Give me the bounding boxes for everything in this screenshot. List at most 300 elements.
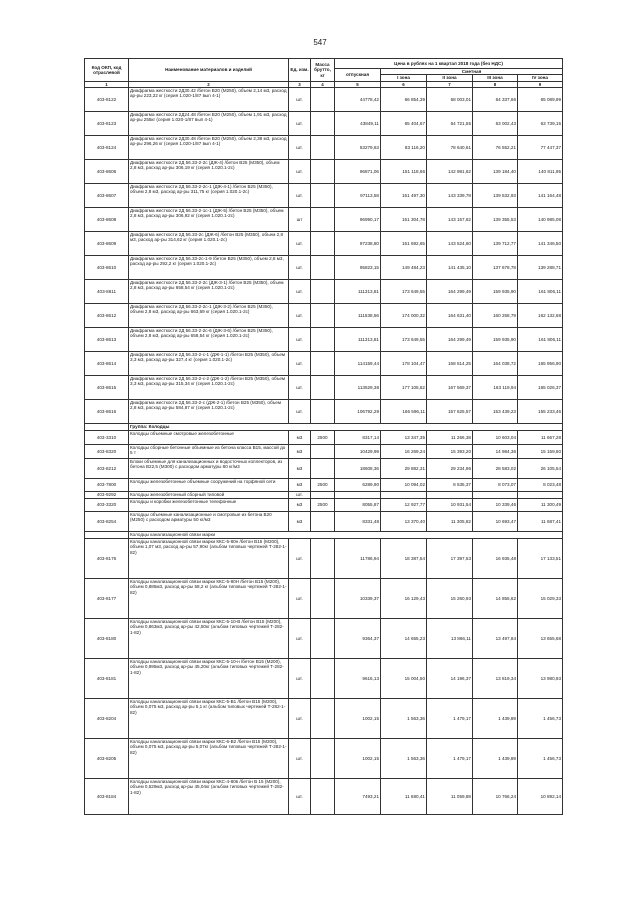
row-price-zone-2: 13 866,11 bbox=[427, 619, 473, 659]
row-name: Диафрагма жесткости 2Д 56.33-2с-1-9 /бетон В25 (М350), объем 2,8 м3, расход ар-ры 292,2 кг (серия 1.020.1-2с) bbox=[129, 256, 289, 280]
row-price-zone-2: 15 260,93 bbox=[427, 579, 473, 619]
table-row bbox=[85, 619, 563, 659]
row-price-otpusknaya: 9616,13 bbox=[335, 659, 381, 699]
row-price-zone-2 bbox=[427, 492, 473, 499]
row-code: 403-3310 bbox=[85, 431, 129, 445]
row-price-zone-1: 151 692,65 bbox=[381, 232, 427, 256]
row-name: Колодцы железобетонный сборный типовой bbox=[129, 492, 289, 499]
row-code: 403-8254 bbox=[85, 512, 129, 532]
row-price-zone-4: 15 029,33 bbox=[518, 579, 563, 619]
row-price-zone-3: 153 439,23 bbox=[473, 400, 518, 424]
row-unit: шт. bbox=[289, 400, 311, 424]
table-row bbox=[85, 136, 563, 160]
row-code: 403-3320 bbox=[85, 499, 129, 512]
row-mass bbox=[311, 492, 335, 499]
row-price-zone-2: 1 479,17 bbox=[427, 699, 473, 739]
row-price-otpusknaya: 43849,11 bbox=[335, 112, 381, 136]
row-price-zone-4: 141 346,50 bbox=[518, 232, 563, 256]
row-price-zone-3: 76 552,21 bbox=[473, 136, 518, 160]
row-price-otpusknaya: 106792,29 bbox=[335, 400, 381, 424]
table-row bbox=[85, 779, 563, 815]
row-unit: м3 bbox=[289, 459, 311, 479]
row-price-zone-4: 165 026,37 bbox=[518, 376, 563, 400]
row-name: Колодцы объемные канализационные и смотровые из бетона В20 (М250) с расходом арматуры 50 кг/м3 bbox=[129, 512, 289, 532]
row-price-zone-1: 149 484,23 bbox=[381, 256, 427, 280]
row-price-zone-2: 143 157,62 bbox=[427, 208, 473, 232]
row-code: 403-8184 bbox=[85, 779, 129, 815]
table-row bbox=[85, 659, 563, 699]
col-number-5: 5 bbox=[335, 81, 381, 87]
header-mass: Масса брутто, кг bbox=[311, 59, 335, 82]
table-row bbox=[85, 208, 563, 232]
row-price-zone-2: 157 625,57 bbox=[427, 400, 473, 424]
row-price-zone-2: 15 393,20 bbox=[427, 445, 473, 459]
row-price-zone-1: 166 596,11 bbox=[381, 400, 427, 424]
row-code: 403-8320 bbox=[85, 445, 129, 459]
row-name: Колодцы канализационной связи марки ККС-4-80в /бетон В 15 (М200), объем 0,529м3, расход ар-ры 45,04кг (альбом типовых чертежей Т-282-1-82) bbox=[129, 779, 289, 815]
row-name: Блоки объемные для канализационных и водосточных коллекторов, из бетона В22,5 (М300) с расходом арматуры 80 кг/м3 bbox=[129, 459, 289, 479]
row-mass bbox=[311, 136, 335, 160]
row-price-zone-3: 10 766,24 bbox=[473, 779, 518, 815]
table-row bbox=[85, 459, 563, 479]
row-price-otpusknaya: 97238,80 bbox=[335, 232, 381, 256]
row-price-zone-2: 11 305,82 bbox=[427, 512, 473, 532]
row-price-zone-2: 10 931,54 bbox=[427, 499, 473, 512]
table-row bbox=[85, 579, 563, 619]
row-code: 403-8610 bbox=[85, 256, 129, 280]
row-unit: шт. bbox=[289, 699, 311, 739]
row-price-zone-3: 64 337,66 bbox=[473, 88, 518, 112]
row-code: 403-8611 bbox=[85, 280, 129, 304]
row-price-otpusknaya: 18608,36 bbox=[335, 459, 381, 479]
row-price-zone-3: 159 935,90 bbox=[473, 280, 518, 304]
group-row bbox=[85, 424, 563, 431]
row-name: Диафрагма жесткости 2Д 56.33-2-2с-6 (ДЖ-3-6) /бетон В25 (М350), объем 2,8 м3, расход ар-ры 658,54 кг (серия 1.020.1-2с) bbox=[129, 328, 289, 352]
header-price-title: Цена в рублях на 1 квартал 2018 года (без НДС) bbox=[335, 59, 563, 69]
row-price-zone-4 bbox=[518, 492, 563, 499]
row-unit: шт. bbox=[289, 579, 311, 619]
row-code: 403-7800 bbox=[85, 479, 129, 492]
row-unit: м3 bbox=[289, 479, 311, 492]
row-mass bbox=[311, 376, 335, 400]
row-name: Диафрагма жесткости 2Д24.48 /бетон В20 (М250), объем 1,91 м3, расход ар-ры 255кг (серия 1.020-1/87 вып 4-1) bbox=[129, 112, 289, 136]
row-price-zone-4: 11 687,41 bbox=[518, 512, 563, 532]
row-unit: шт bbox=[289, 208, 311, 232]
header-zone-4: IV зона bbox=[518, 75, 563, 81]
row-price-zone-1: 151 304,78 bbox=[381, 208, 427, 232]
row-mass bbox=[311, 256, 335, 280]
row-price-zone-4: 10 892,14 bbox=[518, 779, 563, 815]
row-price-zone-3: 160 258,79 bbox=[473, 304, 518, 328]
row-price-zone-1: 83 116,20 bbox=[381, 136, 427, 160]
row-price-otpusknaya: 6289,90 bbox=[335, 479, 381, 492]
row-price-zone-3: 8 073,07 bbox=[473, 479, 518, 492]
row-name: Диафрагма жесткости 2Д30.42 /бетон В20 (М250), объем 2,14 м3, расход ар-ры 223,22 кг (серия 1.020-1/87 вып 4-1) bbox=[129, 88, 289, 112]
row-price-otpusknaya: 44778,42 bbox=[335, 88, 381, 112]
row-code: 403-8608 bbox=[85, 208, 129, 232]
row-price-zone-3: 139 532,93 bbox=[473, 184, 518, 208]
row-unit: шт. bbox=[289, 328, 311, 352]
row-unit: шт. bbox=[289, 136, 311, 160]
row-mass bbox=[311, 304, 335, 328]
row-unit: шт. bbox=[289, 280, 311, 304]
row-mass bbox=[311, 699, 335, 739]
row-unit: шт. bbox=[289, 376, 311, 400]
row-code: 403-8176 bbox=[85, 539, 129, 579]
row-unit: м3 bbox=[289, 512, 311, 532]
row-price-zone-2: 11 059,88 bbox=[427, 779, 473, 815]
row-name: Диафрагма жесткости 2Д 56.33-2-1с-1 (ДЖ-5) /бетон В25 (М350), объем 2,8 м3, расход ар-ры 306,92 кг (серия 1.020.1-2с) bbox=[129, 208, 289, 232]
row-name: Колодцы и коробки железобетонные телефонные bbox=[129, 499, 289, 512]
row-mass bbox=[311, 739, 335, 779]
row-code: 403-9292 bbox=[85, 492, 129, 499]
row-name: Колодцы объемные смотровые железобетонные bbox=[129, 431, 289, 445]
row-price-otpusknaya: 53279,63 bbox=[335, 136, 381, 160]
row-price-zone-2: 11 266,38 bbox=[427, 431, 473, 445]
header-zone-3: III зона bbox=[473, 75, 518, 81]
row-price-zone-1: 13 347,35 bbox=[381, 431, 427, 445]
row-price-zone-3: 139 712,77 bbox=[473, 232, 518, 256]
row-price-zone-3: 137 678,78 bbox=[473, 256, 518, 280]
row-price-zone-1: 29 882,31 bbox=[381, 459, 427, 479]
row-price-zone-3: 164 038,72 bbox=[473, 352, 518, 376]
col-number-9: 9 bbox=[518, 81, 563, 87]
row-name: Диафрагма жесткости 2Д30.48 /бетон В20 (М250), объем 2,38 м3, расход ар-ры 296,26 кг (серия 1.020-1/87 вып 4-1) bbox=[129, 136, 289, 160]
table-body bbox=[85, 88, 563, 815]
row-unit: шт. bbox=[289, 304, 311, 328]
row-price-zone-2: 68 003,01 bbox=[427, 88, 473, 112]
row-price-zone-2: 8 535,37 bbox=[427, 479, 473, 492]
row-price-otpusknaya: 97113,58 bbox=[335, 184, 381, 208]
row-mass: 2500 bbox=[311, 479, 335, 492]
row-price-zone-3: 1 439,89 bbox=[473, 739, 518, 779]
row-price-zone-1: 16 269,24 bbox=[381, 445, 427, 459]
row-name: Диафрагма жесткости 2Д 56.33-2с (ДЖ-6) /бетон В25 (М350), объем 2,8 м3, расход ар-ры 314,62 кг (серия 1.020.1-2с) bbox=[129, 232, 289, 256]
table-row bbox=[85, 479, 563, 492]
row-unit: м3 bbox=[289, 445, 311, 459]
row-price-zone-1: 10 094,02 bbox=[381, 479, 427, 492]
row-price-otpusknaya: 10429,99 bbox=[335, 445, 381, 459]
row-price-zone-4: 165 956,90 bbox=[518, 352, 563, 376]
row-name: Диафрагма жесткости 2Д 56.33-2-2с-1 (ДЖ-4-1) /бетон В25 (М350), объем 2,8 м3, расход ар-ры 311,75 кг (серия 1.020.1-2с) bbox=[129, 184, 289, 208]
row-price-zone-1: 18 387,54 bbox=[381, 539, 427, 579]
row-price-zone-3: 1 439,89 bbox=[473, 699, 518, 739]
table-row bbox=[85, 400, 563, 424]
row-price-zone-4: 161 806,11 bbox=[518, 328, 563, 352]
row-unit: шт. bbox=[289, 739, 311, 779]
row-price-zone-3: 16 935,48 bbox=[473, 539, 518, 579]
row-price-zone-3: 14 855,62 bbox=[473, 579, 518, 619]
row-name: Диафрагма жесткости 2Д 56.33-2-2с-1 (ДЖ-3-2) /бетон В25 (М350), объем 2,8 м3, расход ар-ры 663,69 кг (серия 1.020.1-2с) bbox=[129, 304, 289, 328]
row-name: Колодцы железобетонные объемные сооружений на торфяной сети bbox=[129, 479, 289, 492]
row-price-zone-4: 26 105,54 bbox=[518, 459, 563, 479]
row-price-zone-3: 13 497,84 bbox=[473, 619, 518, 659]
row-code: 403-8205 bbox=[85, 739, 129, 779]
row-name: Колодцы сборные бетонные объемные из бетона класса В15, массой до 5 т bbox=[129, 445, 289, 459]
row-mass bbox=[311, 512, 335, 532]
row-price-otpusknaya: 9364,37 bbox=[335, 619, 381, 659]
row-unit: м3 bbox=[289, 431, 311, 445]
col-number-3: 3 bbox=[289, 81, 311, 87]
header-zone-2: II зона bbox=[427, 75, 473, 81]
row-mass bbox=[311, 445, 335, 459]
row-price-zone-4: 162 132,68 bbox=[518, 304, 563, 328]
row-code: 403-8177 bbox=[85, 579, 129, 619]
group-title: Группа: Колодцы bbox=[129, 424, 563, 431]
row-price-zone-4: 13 980,93 bbox=[518, 659, 563, 699]
header-unit: Ед. изм. bbox=[289, 59, 311, 82]
table-row bbox=[85, 304, 563, 328]
row-price-zone-2: 78 640,61 bbox=[427, 136, 473, 160]
row-name: Колодцы канализационной связи марки ККС-5-80Н /бетон В15 (М200), объем 0,885м3, расход ар-ры 58,2 кг (альбом типовых чертежей Т-282-1-82) bbox=[129, 579, 289, 619]
row-price-zone-1: 151 118,66 bbox=[381, 160, 427, 184]
row-price-zone-4: 17 133,51 bbox=[518, 539, 563, 579]
row-price-zone-3: 159 935,90 bbox=[473, 328, 518, 352]
table-row bbox=[85, 280, 563, 304]
row-price-zone-3: 14 984,36 bbox=[473, 445, 518, 459]
table-row bbox=[85, 88, 563, 112]
row-price-zone-2: 142 981,62 bbox=[427, 160, 473, 184]
row-unit: шт. bbox=[289, 779, 311, 815]
row-price-zone-4: 141 164,48 bbox=[518, 184, 563, 208]
row-price-zone-2: 143 524,60 bbox=[427, 232, 473, 256]
row-price-zone-4: 161 806,11 bbox=[518, 280, 563, 304]
row-mass bbox=[311, 112, 335, 136]
row-name: Диафрагма жесткости 2Д 56.33-2-2с (ДЖ-3-1) /бетон В25 (М350), объем 2,8 м3, расход ар-ры 658,54 кг (серия 1.020.1-2с) bbox=[129, 280, 289, 304]
row-price-otpusknaya: 111313,81 bbox=[335, 280, 381, 304]
row-price-otpusknaya: 7493,21 bbox=[335, 779, 381, 815]
row-name: Колодцы канализационной связи марки ККС-5-10-В /бетон В15 (М200), объем 0,863м3, расход ар-ры 42,50кг (альбом типовых чертежей Т-282-1-82) bbox=[129, 619, 289, 659]
row-price-zone-4: 13 655,68 bbox=[518, 619, 563, 659]
col-number-4: 4 bbox=[311, 81, 335, 87]
row-code: 403-8181 bbox=[85, 659, 129, 699]
row-unit: шт. bbox=[289, 256, 311, 280]
row-price-otpusknaya: 111538,56 bbox=[335, 304, 381, 328]
row-price-zone-2: 29 234,96 bbox=[427, 459, 473, 479]
row-mass bbox=[311, 184, 335, 208]
row-price-otpusknaya: 96990,17 bbox=[335, 208, 381, 232]
subgroup-title: Колодцы канализационной связи марки bbox=[129, 532, 563, 539]
row-price-zone-4: 63 739,15 bbox=[518, 112, 563, 136]
row-price-zone-2: 167 569,37 bbox=[427, 376, 473, 400]
row-code bbox=[85, 424, 129, 431]
row-price-zone-4: 140 985,08 bbox=[518, 208, 563, 232]
table-row bbox=[85, 539, 563, 579]
row-price-zone-1: 177 105,62 bbox=[381, 376, 427, 400]
row-name: Диафрагма жесткости 2Д 56.33-2-с (ДЖ-2-1) /бетон В25 (М350), объем 2,8 м3, расход ар-ры 584,87 кг (серия 1.020.1-2с) bbox=[129, 400, 289, 424]
row-price-otpusknaya: 111313,81 bbox=[335, 328, 381, 352]
row-price-zone-1: 65 404,67 bbox=[381, 112, 427, 136]
header-name: Наименование материалов и изделий bbox=[129, 59, 289, 82]
row-price-zone-1: 173 649,55 bbox=[381, 280, 427, 304]
row-code: 403-8180 bbox=[85, 619, 129, 659]
col-number-8: 8 bbox=[473, 81, 518, 87]
row-price-zone-2: 17 397,53 bbox=[427, 539, 473, 579]
row-code: 403-8615 bbox=[85, 376, 129, 400]
row-price-otpusknaya: 10339,37 bbox=[335, 579, 381, 619]
table-row bbox=[85, 499, 563, 512]
row-price-zone-3: 13 819,34 bbox=[473, 659, 518, 699]
col-number-7: 7 bbox=[427, 81, 473, 87]
table-row bbox=[85, 699, 563, 739]
row-price-zone-1: 13 370,40 bbox=[381, 512, 427, 532]
table-row bbox=[85, 232, 563, 256]
row-price-zone-1 bbox=[381, 492, 427, 499]
row-code: 403-8609 bbox=[85, 232, 129, 256]
row-price-zone-2: 14 196,37 bbox=[427, 659, 473, 699]
table-row bbox=[85, 431, 563, 445]
row-unit: шт. bbox=[289, 112, 311, 136]
row-price-zone-4: 140 811,95 bbox=[518, 160, 563, 184]
page-number: 547 bbox=[313, 38, 327, 47]
table-row bbox=[85, 739, 563, 779]
row-code: 403-8607 bbox=[85, 184, 129, 208]
row-price-zone-2: 164 299,49 bbox=[427, 280, 473, 304]
row-unit: шт. bbox=[289, 659, 311, 699]
table-header bbox=[85, 59, 563, 88]
row-mass bbox=[311, 659, 335, 699]
row-code: 403-8612 bbox=[85, 304, 129, 328]
row-price-zone-4: 155 233,46 bbox=[518, 400, 563, 424]
row-price-zone-4: 8 023,48 bbox=[518, 479, 563, 492]
row-price-zone-2: 168 514,25 bbox=[427, 352, 473, 376]
subgroup-row bbox=[85, 532, 563, 539]
row-price-zone-2: 143 339,78 bbox=[427, 184, 473, 208]
row-mass bbox=[311, 352, 335, 376]
row-unit: шт. bbox=[289, 184, 311, 208]
table-row bbox=[85, 184, 563, 208]
price-table bbox=[84, 58, 563, 815]
row-code: 403-8123 bbox=[85, 112, 129, 136]
row-price-zone-3: 139 355,53 bbox=[473, 208, 518, 232]
table-row bbox=[85, 512, 563, 532]
table-row bbox=[85, 160, 563, 184]
row-price-otpusknaya: 1002,15 bbox=[335, 699, 381, 739]
row-price-zone-3: 63 002,43 bbox=[473, 112, 518, 136]
row-price-zone-4: 139 288,71 bbox=[518, 256, 563, 280]
row-price-otpusknaya: 11786,94 bbox=[335, 539, 381, 579]
row-code: 403-8606 bbox=[85, 160, 129, 184]
row-price-zone-2: 64 721,55 bbox=[427, 112, 473, 136]
table-row bbox=[85, 492, 563, 499]
row-mass bbox=[311, 208, 335, 232]
row-price-zone-4: 1 456,73 bbox=[518, 739, 563, 779]
row-price-zone-4: 11 667,28 bbox=[518, 431, 563, 445]
col-number-1: 1 bbox=[85, 81, 129, 87]
col-number-6: 6 bbox=[381, 81, 427, 87]
row-code: 403-8614 bbox=[85, 352, 129, 376]
row-code: 403-8212 bbox=[85, 459, 129, 479]
row-mass: 2500 bbox=[311, 431, 335, 445]
row-unit: м3 bbox=[289, 499, 311, 512]
row-price-zone-4: 65 089,99 bbox=[518, 88, 563, 112]
table-row bbox=[85, 352, 563, 376]
row-unit: шт. bbox=[289, 160, 311, 184]
table-row bbox=[85, 376, 563, 400]
row-price-otpusknaya: 95823,15 bbox=[335, 256, 381, 280]
header-code: Код ОКП, код отраслевой bbox=[85, 59, 129, 82]
row-code: 403-8613 bbox=[85, 328, 129, 352]
row-name: Колодцы канализационной связи марки ККС-5-10-н /бетон В15 (М200), объем 0,995м3, расход ар-ры 45,20кг (альбом типовых чертежей Т-282-1-82) bbox=[129, 659, 289, 699]
row-code: 403-8616 bbox=[85, 400, 129, 424]
row-price-zone-1: 1 563,36 bbox=[381, 699, 427, 739]
row-price-zone-1: 173 649,55 bbox=[381, 328, 427, 352]
col-number-2: 2 bbox=[129, 81, 289, 87]
row-price-zone-3 bbox=[473, 492, 518, 499]
row-price-otpusknaya: 8331,48 bbox=[335, 512, 381, 532]
row-mass bbox=[311, 779, 335, 815]
row-price-zone-3: 28 583,02 bbox=[473, 459, 518, 479]
row-name: Колодцы канализационной связи марки ККС-5-В1 /бетон В15 (М200), объем 0,075 м3, расход ар-ры 5,1 кг (альбом типовых чертежей Т-282-1-82) bbox=[129, 699, 289, 739]
row-name: Диафрагма жесткости 2Д 56.33-2-с-2 (ДЖ-1-2) /бетон В25 (М350), объем 3,3 м3, расход ар-ры 315,34 кг (серия 1.020.1-2с) bbox=[129, 376, 289, 400]
header-zone-1: I зона bbox=[381, 75, 427, 81]
row-price-zone-1: 151 497,30 bbox=[381, 184, 427, 208]
row-price-otpusknaya: 1002,15 bbox=[335, 739, 381, 779]
row-price-zone-1: 12 927,77 bbox=[381, 499, 427, 512]
row-unit: шт. bbox=[289, 232, 311, 256]
row-price-zone-3: 10 603,04 bbox=[473, 431, 518, 445]
row-price-zone-2: 141 435,10 bbox=[427, 256, 473, 280]
row-name: Диафрагма жесткости 2Д 56.33-2-с-1 (ДЖ-1-1) /бетон В25 (М350), объем 3,3 м3, расход ар-ры 327,4 кг (серия 1.020.1-2с) bbox=[129, 352, 289, 376]
row-mass bbox=[311, 400, 335, 424]
row-price-zone-1: 16 129,43 bbox=[381, 579, 427, 619]
row-unit: шт. bbox=[289, 539, 311, 579]
table-row bbox=[85, 256, 563, 280]
row-code: 403-8204 bbox=[85, 699, 129, 739]
row-price-zone-3: 10 693,47 bbox=[473, 512, 518, 532]
header-smetnaya: Сметная bbox=[381, 69, 563, 75]
row-price-zone-1: 11 680,41 bbox=[381, 779, 427, 815]
row-unit: шт. bbox=[289, 352, 311, 376]
row-price-otpusknaya: 96871,06 bbox=[335, 160, 381, 184]
row-code: 403-8124 bbox=[85, 136, 129, 160]
row-code bbox=[85, 532, 129, 539]
row-price-zone-3: 139 184,40 bbox=[473, 160, 518, 184]
row-mass: 2500 bbox=[311, 499, 335, 512]
row-price-otpusknaya: 8055,87 bbox=[335, 499, 381, 512]
row-price-zone-3: 10 339,46 bbox=[473, 499, 518, 512]
row-price-otpusknaya: 114159,44 bbox=[335, 352, 381, 376]
row-mass bbox=[311, 539, 335, 579]
row-price-zone-2: 164 299,49 bbox=[427, 328, 473, 352]
row-price-zone-2: 1 479,17 bbox=[427, 739, 473, 779]
row-mass bbox=[311, 280, 335, 304]
row-mass bbox=[311, 579, 335, 619]
row-price-otpusknaya bbox=[335, 492, 381, 499]
row-mass bbox=[311, 328, 335, 352]
row-mass bbox=[311, 619, 335, 659]
table-row bbox=[85, 328, 563, 352]
row-mass bbox=[311, 88, 335, 112]
row-mass bbox=[311, 232, 335, 256]
row-unit: шт. bbox=[289, 492, 311, 499]
row-price-zone-1: 174 000,32 bbox=[381, 304, 427, 328]
row-mass bbox=[311, 160, 335, 184]
row-price-zone-1: 66 854,39 bbox=[381, 88, 427, 112]
row-price-zone-2: 164 631,40 bbox=[427, 304, 473, 328]
row-code: 403-8122 bbox=[85, 88, 129, 112]
row-unit: шт. bbox=[289, 619, 311, 659]
table-row bbox=[85, 445, 563, 459]
row-price-otpusknaya: 113529,38 bbox=[335, 376, 381, 400]
row-price-zone-4: 77 447,37 bbox=[518, 136, 563, 160]
row-unit: шт. bbox=[289, 88, 311, 112]
row-price-zone-1: 178 104,47 bbox=[381, 352, 427, 376]
row-price-zone-1: 14 655,23 bbox=[381, 619, 427, 659]
row-price-zone-3: 163 119,94 bbox=[473, 376, 518, 400]
row-price-otpusknaya: 8317,14 bbox=[335, 431, 381, 445]
table-row bbox=[85, 112, 563, 136]
